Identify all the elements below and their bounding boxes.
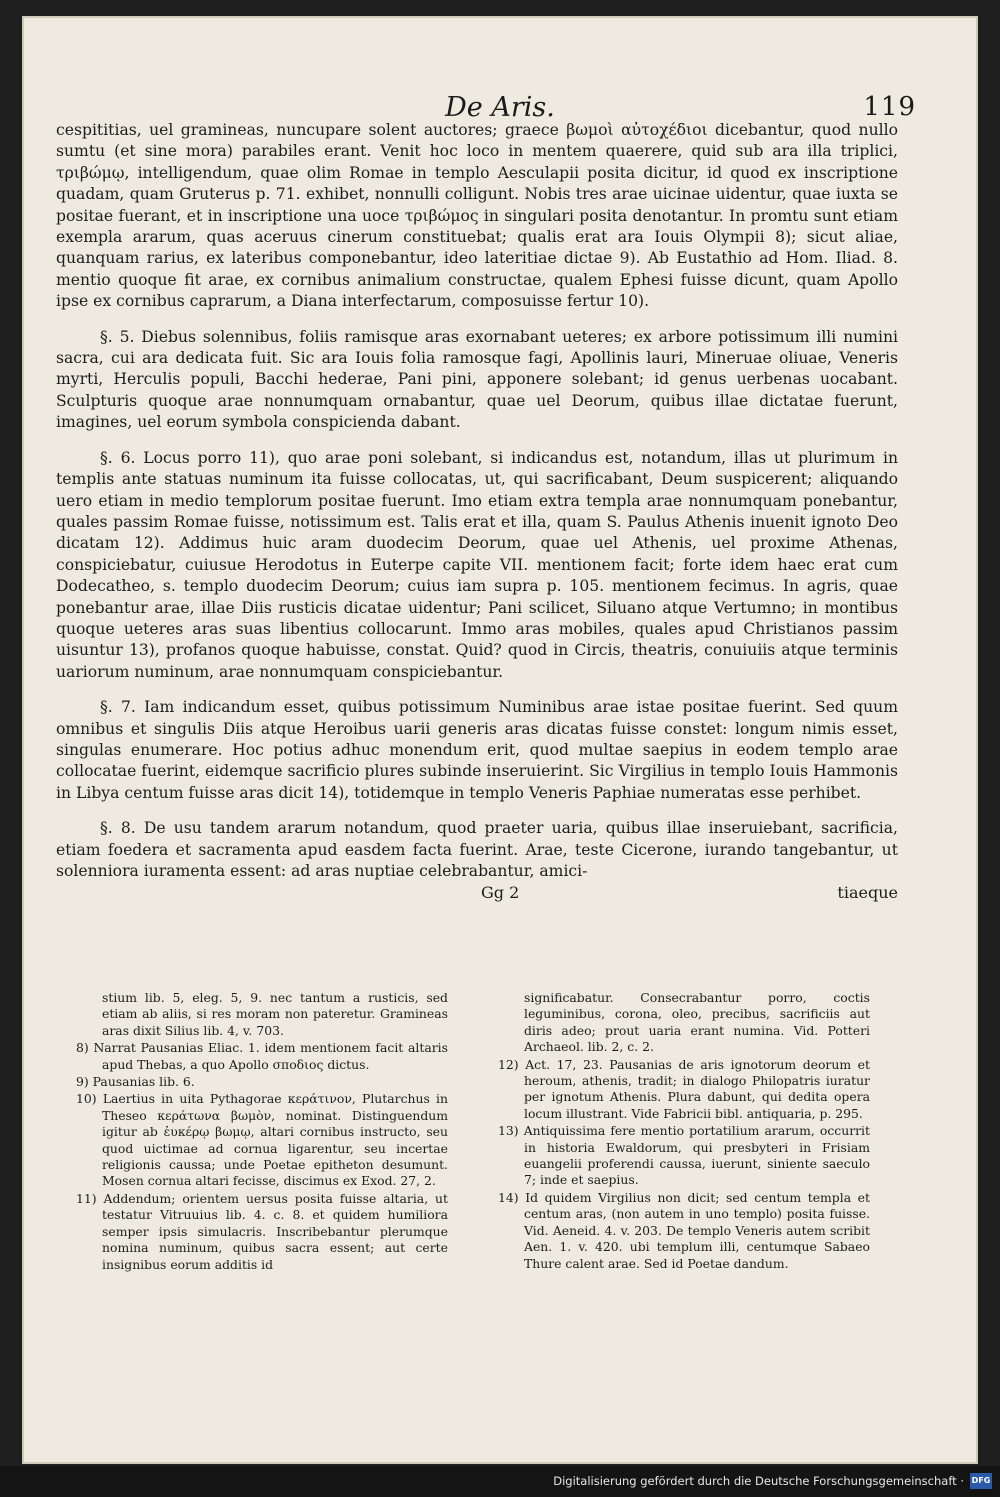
funding-notice: Digitalisierung gefördert durch die Deutsche Forschungsgemeinschaft · — [553, 1474, 964, 1488]
footnote-14: 14) Id quidem Virgilius non dicit; sed centum templa et centum aras, (non autem in uno templo) posita fuisse. Vid. Aeneid. 4. v. 203. De templo Veneris autem scribit Aen. 1. v. 420. ubi templum illi, centumque Sabaeo Thure calent arae. Sed id Poetae dandum. — [498, 1189, 870, 1271]
signature-mark: Gg 2 — [481, 883, 520, 903]
footnote-12: 12) Act. 17, 23. Pausanias de aris ignotorum deorum et heroum, athenis, tradit; in dialogo Philopatris iuratur per ignotum Athenis. Plura dabunt, qui dedita opera locum illustrant. Vide Fabricii bibl. antiquaria, p. 295. — [498, 1056, 870, 1121]
running-title: De Aris. — [445, 92, 555, 123]
catch-line — [56, 882, 898, 904]
footnotes-left-column — [76, 990, 448, 1274]
footnotes-right-column — [498, 990, 870, 1274]
footnote-11: 11) Addendum; orientem uersus posita fuisse altaria, ut testatur Vitruuius lib. 4. c. 8. et quidem humiliora semper ipsis simulacris. Inscribebantur plerumque nomina numinum, quibus sacra essent; aut certe insignibus eorum additis id — [76, 1190, 448, 1272]
footnote-continuation: stium lib. 5, eleg. 5, 9. nec tantum a rusticis, sed etiam ab aliis, si res moram non pateretur. Gramineas aras dixit Silius lib. 4, v. 703. — [102, 990, 448, 1038]
section-8: §. 8. De usu tandem ararum notandum, quod praeter uaria, quibus illae inseruiebant, sacrificia, etiam foedera et sacramenta apud easdem facta fuerint. Arae, teste Cicerone, iurando tangebantur, ut solenniora iuramenta essent: ad aras nuptiae celebrabantur, amici- — [56, 819, 898, 880]
footnotes — [76, 990, 870, 1274]
dfg-logo: DFG — [970, 1473, 992, 1489]
paragraph-continuation: cespititias, uel gramineas, nuncupare solent auctores; graece βωμοὶ αὐτοχέδιοι dicebantur, quod nullo sumtu (et sine mora) parabiles erant. Venit hoc loco in mentem quaerere, quid sub ara illa triplici, τριβώμῳ, intelligendum, quae olim Romae in templo Aesculapii posita dicitur, id quod ex inscriptione quadam, quam Gruterus p. 71. exhibet, nonnulli colligunt. Nobis tres arae uicinae uidentur, quae iuxta se positae fuerant, et in inscriptione una uoce τριβώμος in singulari posita denotantur. In promtu sunt etiam exempla ararum, quas aceruus cinerum constituebat; qualis erat ara Iouis Olympii 8); sicut aliae, quanquam rarius, ex lateribus componebantur, ideo lateritiae dictae 9). Ab Eustathio ad Hom. Iliad. 8. mentio quoque fit arae, ex cornibus animalium constructae, qualem Ephesi fuisse dicunt, quam Apollo ipse ex cornibus caprarum, a Diana interfectarum, composuisse fertur 10). — [56, 121, 898, 311]
footnote-13: 13) Antiquissima fere mentio portatilium ararum, occurrit in historia Ewaldorum, qui presbyteri in Frisiam euangelii proferendi caussa, iuerunt, siniente saeculo 7; inde et saepius. — [498, 1123, 870, 1188]
viewer-footer — [0, 1466, 1000, 1497]
catchword: tiaeque — [837, 883, 898, 903]
footnote-9: 9) Pausanias lib. 6. — [76, 1074, 195, 1090]
footnote-11-continuation: significabatur. Consecrabantur porro, coctis leguminibus, corona, oleo, precibus, sacrificiis aut diris adeo; prout uaria erant numina. Vid. Potteri Archaeol. lib. 2, c. 2. — [524, 990, 870, 1055]
footnote-8: 8) Narrat Pausanias Eliac. 1. idem mentionem facit altaris apud Thebas, a quo Apollo σποδιος dictus. — [76, 1040, 448, 1072]
main-text — [56, 120, 898, 904]
footnote-10: 10) Laertius in uita Pythagorae κεράτινον, Plutarchus in Theseo κεράτωνα βωμὸν, nominat. Distinguendum igitur ab ἐυκέρῳ βωμῳ, altari cornibus instructo, seu quod uictimae ad cornua ligarentur, seu incertae religionis caussa; unde Poetae epitheton desumunt. Mosen cornua altari fecisse, discimus ex Exod. 27, 2. — [76, 1091, 448, 1189]
section-6: §. 6. Locus porro 11), quo arae poni solebant, si indicandus est, notandum, illas ut plurimum in templis ante statuas numinum ita fuisse collocatas, ut, qui sacrificabant, Deum suspicerent; aliquando uero etiam in medio templorum positae fuerunt. Imo etiam extra templa arae nonnumquam ponebantur, quales passim Romae fuisse, notissimum est. Talis erat et illa, quam S. Paulus Athenis inuenit ignoto Deo dicatam 12). Addimus huic aram duodecim Deorum, quae uel Athenis, uel proxime Athenas, conspiciebatur, cuiusue Herodotus in Euterpe capite VII. mentionem facit; forte idem haec erat cum Dodecatheo, s. templo duodecim Deorum; cuius iam supra p. 105. mentionem fecimus. In agris, quae ponebantur arae, illae Diis rusticis dicatae uidentur; Pani scilicet, Siluano atque Vertumno; in montibus quoque ueteres aras suas libentius collocarunt. Immo aras mobiles, quales apud Christianos passim uisuntur 13), profanos quoque habuisse, constat. Quid? quod in Circis, theatris, conuiuiis atque terminis uariorum numinum, arae nonnumquam conspiciebantur. — [56, 448, 898, 681]
section-5: §. 5. Diebus solennibus, foliis ramisque aras exornabant ueteres; ex arbore potissimum illi numini sacra, cui ara dedicata fuit. Sic ara Iouis folia ramosque fagi, Apollinis lauri, Mineruae oliuae, Veneris myrti, Herculis populi, Bacchi hederae, Pani pini, apponere solebant; id genus uerbenas uocabant. Sculpturis quoque arae nonnumquam ornabantur, quae uel Deorum, quibus illae dictatae fuerunt, imagines, uel eorum symbola conspicienda dabant. — [56, 327, 898, 432]
section-7: §. 7. Iam indicandum esset, quibus potissimum Numinibus arae istae positae fuerint. Sed quum omnibus et singulis Diis atque Heroibus uarii generis aras dicatas fuisse constet: longum nimis esset, singulas enumerare. Hoc potius adhuc monendum erit, quod multae saepius in eodem templo arae collocatae fuerint, eidemque sacrificio plures subinde inseruierint. Sic Virgilius in templo Iouis Hammonis in Libya centum fuisse aras dicit 14), totidemque in templo Veneris Paphiae numeratas esse perhibet. — [56, 698, 898, 802]
page-number: 119 — [863, 92, 916, 122]
